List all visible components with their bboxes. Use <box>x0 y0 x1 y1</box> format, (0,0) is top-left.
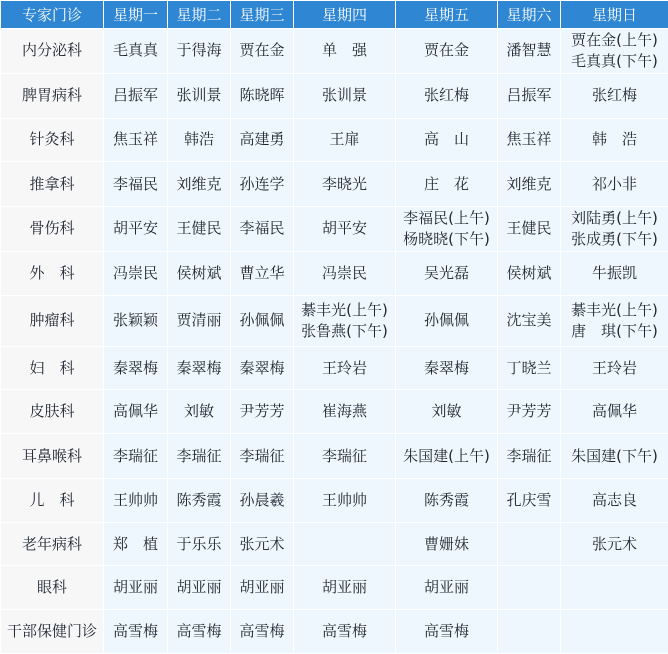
doctor-name: 贾在金 <box>239 41 285 60</box>
doctor-name: 刘维克 <box>176 174 222 193</box>
doctor-name: 李瑞征 <box>239 446 285 465</box>
doctor-cell-wednesday <box>231 295 294 346</box>
doctor-name: 毛真真(下午) <box>571 51 658 70</box>
doctor-name: 尹芳芳 <box>239 402 285 421</box>
doctor-name: 刘敏 <box>431 402 462 421</box>
doctor-cell-wednesday <box>231 566 294 610</box>
doctor-cell-friday <box>396 73 498 118</box>
doctor-name: 朱国建(上午) <box>403 446 490 465</box>
doctor-name: 郑 植 <box>112 534 158 553</box>
doctor-cell-saturday <box>498 434 561 479</box>
doctor-cell-monday <box>104 390 168 434</box>
doctor-name: 陈秀霞 <box>176 490 222 509</box>
table-row <box>1 390 668 434</box>
doctor-name: 高佩华 <box>112 402 158 421</box>
doctor-name: 刘敏 <box>183 402 214 421</box>
doctor-cell-sunday <box>561 162 668 207</box>
department-name: 肿瘤科 <box>1 295 104 346</box>
doctor-name: 祁小非 <box>591 174 637 193</box>
doctor-cell-monday <box>104 610 168 654</box>
doctor-name: 于得海 <box>176 41 222 60</box>
table-row <box>1 118 668 162</box>
doctor-name: 韩 浩 <box>591 130 637 149</box>
doctor-name: 庄 花 <box>423 174 469 193</box>
doctor-name: 杨晓晓(下午) <box>403 229 490 248</box>
doctor-name: 潘智慧 <box>506 41 552 60</box>
doctor-name: 王玲岩 <box>591 358 637 377</box>
doctor-name: 李瑞征 <box>506 446 552 465</box>
doctor-cell-monday <box>104 251 168 295</box>
doctor-name: 高雪梅 <box>176 622 222 641</box>
doctor-cell-friday <box>396 251 498 295</box>
doctor-name: 贾在金(上午) <box>571 30 658 49</box>
doctor-cell-monday <box>104 434 168 479</box>
doctor-name: 陈晓晖 <box>239 86 285 105</box>
doctor-cell-wednesday <box>231 29 294 74</box>
doctor-cell-monday <box>104 73 168 118</box>
doctor-cell-wednesday <box>231 118 294 162</box>
doctor-name: 李瑞征 <box>176 446 222 465</box>
doctor-name: 曹立华 <box>239 263 285 282</box>
doctor-name: 孙佩佩 <box>239 311 285 330</box>
doctor-name: 侯树斌 <box>176 263 222 282</box>
department-name: 儿 科 <box>1 478 104 522</box>
doctor-cell-sunday <box>561 118 668 162</box>
doctor-name: 高雪梅 <box>423 622 469 641</box>
doctor-cell-thursday <box>294 434 396 479</box>
doctor-cell-wednesday <box>231 610 294 654</box>
doctor-cell-thursday <box>294 478 396 522</box>
doctor-cell-tuesday <box>168 478 231 522</box>
doctor-cell-saturday <box>498 207 561 252</box>
doctor-cell-sunday <box>561 346 668 390</box>
doctor-name: 王健民 <box>176 219 222 238</box>
doctor-name: 焦玉祥 <box>112 130 158 149</box>
department-name: 眼科 <box>1 566 104 610</box>
doctor-cell-friday <box>396 390 498 434</box>
doctor-cell-saturday <box>498 295 561 346</box>
doctor-cell-friday <box>396 434 498 479</box>
schedule-body <box>1 29 668 654</box>
doctor-cell-thursday <box>294 295 396 346</box>
doctor-cell-saturday <box>498 29 561 74</box>
doctor-name: 胡亚丽 <box>239 578 285 597</box>
doctor-cell-saturday <box>498 566 561 610</box>
doctor-name: 冯崇民 <box>112 263 158 282</box>
department-name: 内分泌科 <box>1 29 104 74</box>
doctor-cell-tuesday <box>168 522 231 566</box>
doctor-cell-tuesday <box>168 610 231 654</box>
doctor-name: 于乐乐 <box>176 534 222 553</box>
doctor-cell-monday <box>104 162 168 207</box>
doctor-name: 崔海燕 <box>321 402 367 421</box>
department-name: 脾胃病科 <box>1 73 104 118</box>
doctor-cell-friday <box>396 29 498 74</box>
department-name: 耳鼻喉科 <box>1 434 104 479</box>
doctor-cell-monday <box>104 295 168 346</box>
doctor-cell-friday <box>396 162 498 207</box>
department-name: 老年病科 <box>1 522 104 566</box>
doctor-name: 李瑞征 <box>321 446 367 465</box>
doctor-name: 高雪梅 <box>112 622 158 641</box>
doctor-name: 王玲岩 <box>321 358 367 377</box>
department-name: 骨伤科 <box>1 207 104 252</box>
doctor-cell-monday <box>104 478 168 522</box>
doctor-name: 张成勇(下午) <box>571 229 658 248</box>
doctor-name: 胡平安 <box>112 219 158 238</box>
table-row <box>1 295 668 346</box>
doctor-name: 王扉 <box>329 130 360 149</box>
doctor-name: 秦翠梅 <box>176 358 222 377</box>
doctor-name: 綦丰光(上午) <box>571 300 658 319</box>
doctor-cell-monday <box>104 207 168 252</box>
doctor-cell-tuesday <box>168 29 231 74</box>
doctor-cell-friday <box>396 566 498 610</box>
doctor-name: 侯树斌 <box>506 263 552 282</box>
doctor-cell-friday <box>396 118 498 162</box>
doctor-cell-tuesday <box>168 162 231 207</box>
doctor-cell-saturday <box>498 118 561 162</box>
doctor-cell-sunday <box>561 207 668 252</box>
doctor-name: 张颖颖 <box>112 311 158 330</box>
doctor-name: 唐 琪(下午) <box>571 321 658 340</box>
doctor-name: 胡亚丽 <box>423 578 469 597</box>
doctor-cell-sunday <box>561 478 668 522</box>
doctor-cell-tuesday <box>168 390 231 434</box>
doctor-name: 冯崇民 <box>321 263 367 282</box>
doctor-name: 高佩华 <box>591 402 637 421</box>
doctor-cell-thursday <box>294 251 396 295</box>
doctor-cell-wednesday <box>231 478 294 522</box>
doctor-name: 胡亚丽 <box>176 578 222 597</box>
doctor-cell-thursday <box>294 566 396 610</box>
doctor-name: 贾在金 <box>423 41 469 60</box>
table-row <box>1 610 668 654</box>
doctor-name: 曹姗妹 <box>423 534 469 553</box>
table-row <box>1 434 668 479</box>
table-row <box>1 207 668 252</box>
doctor-cell-sunday <box>561 434 668 479</box>
doctor-cell-saturday <box>498 478 561 522</box>
doctor-name: 孙佩佩 <box>423 311 469 330</box>
table-row <box>1 29 668 74</box>
doctor-cell-tuesday <box>168 251 231 295</box>
doctor-cell-wednesday <box>231 162 294 207</box>
doctor-cell-sunday <box>561 610 668 654</box>
doctor-name: 李福民 <box>112 174 158 193</box>
doctor-cell-monday <box>104 566 168 610</box>
doctor-name: 孙晨羲 <box>239 490 285 509</box>
department-name: 推拿科 <box>1 162 104 207</box>
doctor-cell-thursday <box>294 346 396 390</box>
doctor-cell-monday <box>104 118 168 162</box>
doctor-name: 刘陆勇(上午) <box>571 208 658 227</box>
doctor-name: 王帅帅 <box>112 490 158 509</box>
doctor-cell-thursday <box>294 610 396 654</box>
doctor-cell-friday <box>396 346 498 390</box>
header-sunday: 星期日 <box>561 1 668 29</box>
doctor-name: 贾清丽 <box>176 311 222 330</box>
doctor-name: 吕振军 <box>506 86 552 105</box>
doctor-cell-saturday <box>498 390 561 434</box>
doctor-cell-tuesday <box>168 295 231 346</box>
doctor-cell-friday <box>396 295 498 346</box>
doctor-name: 高建勇 <box>239 130 285 149</box>
doctor-cell-tuesday <box>168 118 231 162</box>
doctor-name: 吴光磊 <box>423 263 469 282</box>
doctor-cell-tuesday <box>168 346 231 390</box>
doctor-name: 牛振凯 <box>591 263 637 282</box>
doctor-cell-saturday <box>498 162 561 207</box>
department-name: 干部保健门诊 <box>1 610 104 654</box>
doctor-cell-wednesday <box>231 207 294 252</box>
header-tuesday: 星期二 <box>168 1 231 29</box>
doctor-name: 胡亚丽 <box>321 578 367 597</box>
doctor-name: 张训景 <box>321 86 367 105</box>
doctor-name: 张红梅 <box>423 86 469 105</box>
doctor-name: 胡亚丽 <box>112 578 158 597</box>
header-monday: 星期一 <box>104 1 168 29</box>
doctor-name: 秦翠梅 <box>423 358 469 377</box>
header-friday: 星期五 <box>396 1 498 29</box>
doctor-name: 焦玉祥 <box>506 130 552 149</box>
doctor-name: 高雪梅 <box>321 622 367 641</box>
doctor-name: 张元术 <box>591 534 637 553</box>
header-saturday: 星期六 <box>498 1 561 29</box>
doctor-cell-saturday <box>498 251 561 295</box>
doctor-name: 朱国建(下午) <box>571 446 658 465</box>
doctor-cell-monday <box>104 522 168 566</box>
doctor-name: 李瑞征 <box>112 446 158 465</box>
doctor-name: 秦翠梅 <box>239 358 285 377</box>
doctor-cell-thursday <box>294 118 396 162</box>
doctor-cell-sunday <box>561 29 668 74</box>
doctor-cell-friday <box>396 207 498 252</box>
doctor-name: 张训景 <box>176 86 222 105</box>
department-name: 妇 科 <box>1 346 104 390</box>
doctor-cell-tuesday <box>168 434 231 479</box>
table-row <box>1 566 668 610</box>
doctor-cell-tuesday <box>168 73 231 118</box>
doctor-cell-saturday <box>498 73 561 118</box>
doctor-cell-monday <box>104 346 168 390</box>
doctor-name: 王健民 <box>506 219 552 238</box>
doctor-cell-sunday <box>561 295 668 346</box>
doctor-name: 沈宝美 <box>506 311 552 330</box>
table-row <box>1 522 668 566</box>
header-department: 专家门诊 <box>1 1 104 29</box>
doctor-cell-friday <box>396 610 498 654</box>
table-row <box>1 346 668 390</box>
doctor-cell-wednesday <box>231 390 294 434</box>
header-wednesday: 星期三 <box>231 1 294 29</box>
doctor-name: 高志良 <box>591 490 637 509</box>
doctor-cell-wednesday <box>231 522 294 566</box>
doctor-name: 秦翠梅 <box>112 358 158 377</box>
doctor-cell-wednesday <box>231 434 294 479</box>
doctor-cell-sunday <box>561 390 668 434</box>
doctor-cell-thursday <box>294 522 396 566</box>
doctor-cell-saturday <box>498 610 561 654</box>
doctor-cell-thursday <box>294 29 396 74</box>
doctor-cell-thursday <box>294 390 396 434</box>
doctor-cell-thursday <box>294 162 396 207</box>
header-thursday: 星期四 <box>294 1 396 29</box>
table-row <box>1 478 668 522</box>
doctor-cell-friday <box>396 478 498 522</box>
doctor-cell-wednesday <box>231 346 294 390</box>
doctor-name: 尹芳芳 <box>506 402 552 421</box>
doctor-name: 刘维克 <box>506 174 552 193</box>
doctor-name: 毛真真 <box>112 41 158 60</box>
department-name: 外 科 <box>1 251 104 295</box>
doctor-name: 张红梅 <box>591 86 637 105</box>
doctor-cell-sunday <box>561 522 668 566</box>
doctor-cell-friday <box>396 522 498 566</box>
table-row <box>1 162 668 207</box>
header-row <box>1 1 668 29</box>
doctor-cell-sunday <box>561 566 668 610</box>
doctor-cell-saturday <box>498 522 561 566</box>
doctor-cell-tuesday <box>168 566 231 610</box>
doctor-cell-saturday <box>498 346 561 390</box>
doctor-cell-monday <box>104 29 168 74</box>
doctor-cell-sunday <box>561 73 668 118</box>
doctor-name: 张鲁燕(下午) <box>301 321 388 340</box>
doctor-cell-thursday <box>294 207 396 252</box>
doctor-name: 高雪梅 <box>239 622 285 641</box>
doctor-cell-tuesday <box>168 207 231 252</box>
doctor-name: 胡平安 <box>321 219 367 238</box>
doctor-name: 吕振军 <box>112 86 158 105</box>
doctor-name: 王帅帅 <box>321 490 367 509</box>
doctor-name: 陈秀霞 <box>423 490 469 509</box>
table-row <box>1 73 668 118</box>
doctor-name: 李晓光 <box>321 174 367 193</box>
doctor-name: 李福民 <box>239 219 285 238</box>
doctor-name: 张元术 <box>239 534 285 553</box>
doctor-name: 綦丰光(上午) <box>301 300 388 319</box>
doctor-name: 丁晓兰 <box>506 358 552 377</box>
doctor-cell-sunday <box>561 251 668 295</box>
doctor-cell-wednesday <box>231 251 294 295</box>
doctor-name: 单 强 <box>321 41 367 60</box>
department-name: 皮肤科 <box>1 390 104 434</box>
table-row <box>1 251 668 295</box>
doctor-name: 孙连学 <box>239 174 285 193</box>
doctor-name: 韩浩 <box>183 130 214 149</box>
doctor-name: 高 山 <box>423 130 469 149</box>
doctor-name: 孔庆雪 <box>506 490 552 509</box>
doctor-name: 李福民(上午) <box>403 208 490 227</box>
doctor-cell-wednesday <box>231 73 294 118</box>
department-name: 针灸科 <box>1 118 104 162</box>
doctor-cell-thursday <box>294 73 396 118</box>
